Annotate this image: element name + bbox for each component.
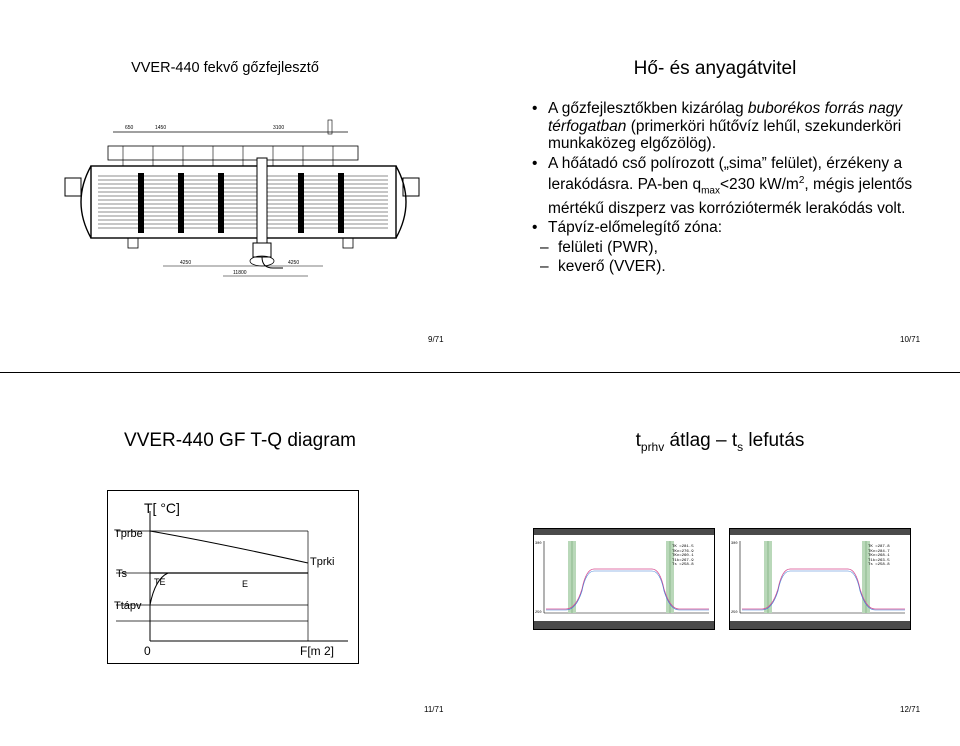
bullet-text: A gőzfejlesztőkben kizárólag bbox=[548, 100, 748, 117]
screen-status-bar bbox=[730, 621, 910, 629]
sub-bullet-item bbox=[532, 239, 932, 257]
bullet-text: , mégis jelentős mértékű diszperz vas korróziótermék lerakódás volt. bbox=[548, 176, 913, 217]
simulator-screen-right bbox=[729, 528, 911, 630]
y-bottom-label: 250 bbox=[731, 611, 738, 615]
dim-label: 11800 bbox=[233, 270, 247, 276]
title-subscript: s bbox=[737, 439, 744, 454]
dim-label: 650 bbox=[125, 125, 134, 131]
dim-label: 4250 bbox=[180, 260, 192, 266]
bullet-item bbox=[532, 155, 932, 218]
y-axis-label: T[ °C] bbox=[144, 500, 180, 516]
page-number: 9/71 bbox=[428, 335, 444, 344]
title-part: átlag – t bbox=[664, 430, 738, 451]
bullet-item bbox=[532, 100, 932, 153]
dim-label: 1450 bbox=[155, 125, 167, 131]
page-number: 11/71 bbox=[424, 705, 444, 714]
readout-panel: TK =281.5 TKv=276.9 TKv=260.1 T1k=267.9 Ts =258.8 bbox=[672, 545, 694, 567]
e-label: E bbox=[242, 579, 249, 589]
y-bottom-label: 250 bbox=[535, 611, 542, 615]
bullet-text: A hőátadó cső polírozott („sima” felület), érzékeny a lerakódásra. PA-ben q bbox=[548, 154, 903, 194]
origin-label: 0 bbox=[144, 644, 151, 658]
ts-label: Ts bbox=[116, 568, 127, 580]
y-top-label: 300 bbox=[731, 542, 738, 546]
subscript: max bbox=[701, 185, 720, 197]
readout-panel: TK =287.8 TKv=284.7 TKv=268.1 T1k=263.5 Ts =258.8 bbox=[868, 545, 890, 567]
dim-label: 3100 bbox=[273, 125, 285, 131]
ttapv-label: Ttápv bbox=[114, 600, 142, 612]
slide-divider bbox=[0, 372, 960, 373]
slide-2-title: Hő- és anyagátvitel bbox=[633, 58, 797, 79]
slide-3-title: VVER-440 GF T-Q diagram bbox=[124, 430, 356, 451]
steam-generator-drawing bbox=[53, 118, 425, 293]
bullet-emphasis: buborékos forrás nagy térfogatban bbox=[548, 100, 903, 135]
page-number: 10/71 bbox=[900, 335, 921, 344]
bullet-list bbox=[532, 100, 932, 278]
title-part: lefutás bbox=[743, 430, 805, 451]
dim-label: 4250 bbox=[288, 260, 300, 266]
bullet-text: keverő (VVER). bbox=[558, 258, 666, 276]
superscript: 2 bbox=[798, 175, 805, 186]
bullet-item bbox=[532, 219, 932, 237]
tq-diagram bbox=[107, 490, 359, 664]
page-number: 12/71 bbox=[900, 705, 921, 714]
title-part: t bbox=[635, 430, 641, 451]
te-label: TE bbox=[154, 577, 166, 587]
y-top-label: 300 bbox=[535, 542, 542, 546]
tprbe-label: Tprbe bbox=[114, 528, 143, 540]
simulator-screen-left bbox=[533, 528, 715, 630]
bullet-text: felületi (PWR), bbox=[558, 238, 658, 256]
slide-1-title: VVER-440 fekvő gőzfejlesztő bbox=[131, 60, 319, 76]
x-axis-label: F[m 2] bbox=[300, 644, 335, 658]
bullet-text: (primerköri hűtővíz lehűl, szekunderköri munkaközeg elgőzölög). bbox=[548, 117, 902, 152]
sub-bullet-item bbox=[532, 258, 932, 276]
tprki-label: Tprki bbox=[310, 556, 335, 568]
screen-status-bar bbox=[534, 621, 714, 629]
bullet-text: <230 kW/m bbox=[719, 176, 799, 194]
slide-4-title bbox=[600, 430, 840, 454]
bullet-text: Tápvíz-előmelegítő zóna: bbox=[548, 219, 723, 237]
title-subscript: prhv bbox=[640, 439, 665, 454]
